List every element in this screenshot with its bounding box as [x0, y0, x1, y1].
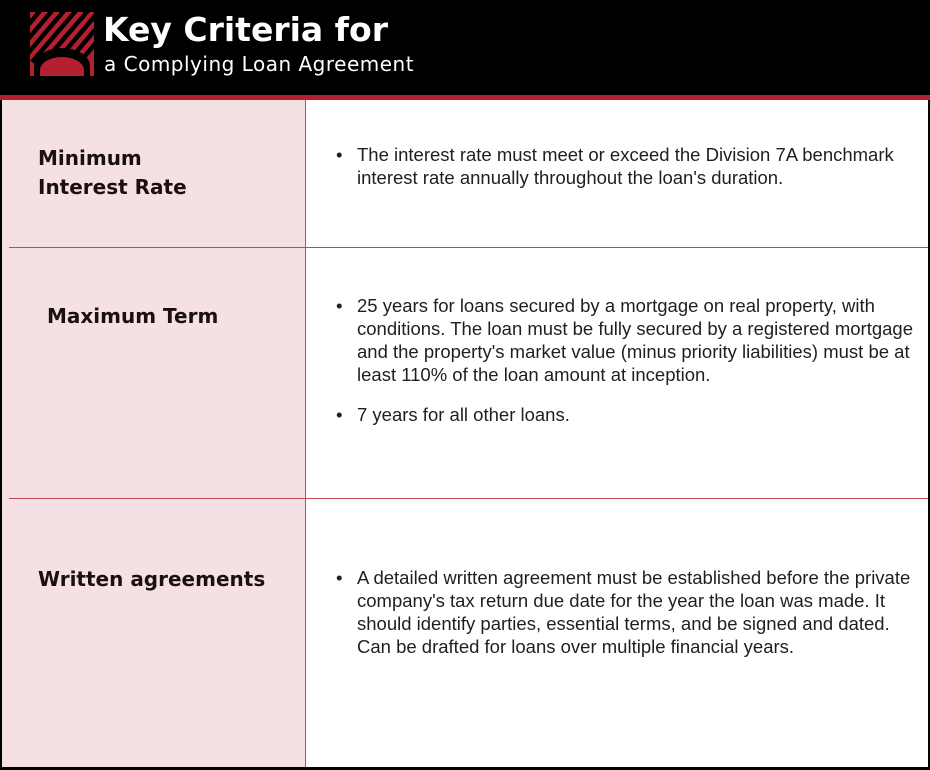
criterion-description-list: [333, 566, 913, 675]
list-item-text: 7 years for all other loans.: [357, 404, 570, 425]
sunrise-stripes-logo-icon: [30, 12, 94, 76]
bullet-icon: •: [336, 567, 343, 588]
criterion-label-line: Minimum: [38, 146, 142, 170]
row-divider: [9, 498, 930, 499]
list-item-text: The interest rate must meet or exceed the Division 7A benchmark interest rate annually throughout the loan's duration.: [357, 144, 894, 188]
list-item: [333, 566, 913, 658]
criterion-maximum-term: Maximum Term: [47, 304, 219, 328]
criterion-description-list: [333, 294, 913, 443]
criterion-description-list: [333, 143, 913, 206]
list-item: [333, 403, 913, 426]
bullet-icon: •: [336, 404, 343, 425]
bullet-icon: •: [336, 295, 343, 316]
page-subtitle: a Complying Loan Agreement: [104, 52, 415, 76]
criterion-written-agreements: Written agreements: [38, 567, 266, 591]
bullet-icon: •: [336, 144, 343, 165]
list-item: [333, 294, 913, 386]
criteria-table: [0, 100, 930, 770]
criterion-minimum-interest-rate: [38, 144, 187, 202]
list-item-text: A detailed written agreement must be established before the private company's tax return due date for the year the loan was made. It should identify parties, essential terms, and be signed and dated. Can be drafted for loans over multiple financial years.: [357, 567, 911, 657]
header-bar: [0, 0, 930, 95]
table-border-left: [0, 100, 2, 770]
list-item-text: 25 years for loans secured by a mortgage on real property, with conditions. The loan must be fully secured by a registered mortgage and the property's market value (minus priority liabilities) must be at least 110% of the loan amount at inception.: [357, 295, 913, 385]
criterion-label-line: Interest Rate: [38, 175, 187, 199]
column-divider: [305, 100, 306, 770]
row-divider: [9, 247, 930, 248]
page-title: Key Criteria for: [103, 10, 388, 49]
list-item: [333, 143, 913, 189]
